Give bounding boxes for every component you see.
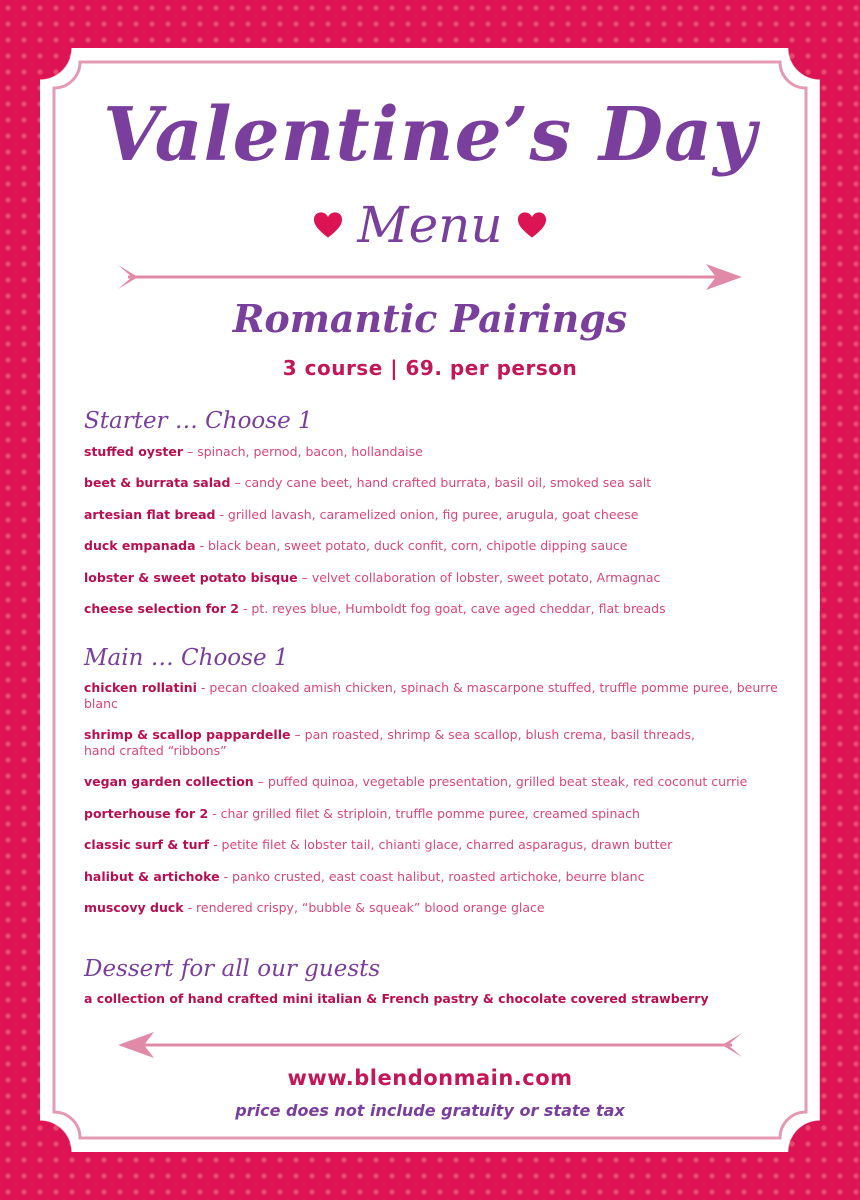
item-description: - pt. reyes blue, Humboldt fog goat, cave aged cheddar, flat breads — [238, 601, 666, 616]
item-description: – velvet collaboration of lobster, sweet potato, Armagnac — [297, 570, 661, 585]
item-name: lobster & sweet potato bisque — [84, 570, 298, 585]
menu-item — [84, 444, 804, 460]
dessert-heading: Dessert for all our guests — [84, 956, 381, 982]
menu-item — [84, 680, 804, 712]
item-name: artesian flat bread — [84, 507, 216, 522]
menu-item — [84, 774, 804, 790]
item-name: halibut & artichoke — [84, 869, 220, 884]
heart-icon — [517, 211, 547, 239]
item-name: classic surf & turf — [84, 837, 210, 852]
item-description: - petite filet & lobster tail, chianti glace, charred asparagus, drawn butter — [209, 837, 673, 852]
page-title: Valentine’s Day — [102, 92, 758, 178]
item-description: – candy cane beet, hand crafted burrata, basil oil, smoked sea salt — [230, 475, 652, 490]
menu-item — [84, 806, 804, 822]
item-name: muscovy duck — [84, 900, 184, 915]
menu-item — [84, 601, 804, 617]
menu-item — [84, 475, 804, 491]
item-name: shrimp & scallop pappardelle — [84, 727, 291, 742]
menu-heading: Menu — [357, 196, 503, 254]
item-description: - pecan cloaked amish chicken, spinach & mascarpone stuffed, truffle pomme puree, beurre blanc — [84, 680, 778, 711]
menu-heading-row — [0, 196, 860, 254]
price-note: price does not include gratuity or state tax — [235, 1101, 625, 1120]
item-name: cheese selection for 2 — [84, 601, 239, 616]
item-name: beet & burrata salad — [84, 475, 231, 490]
item-name: stuffed oyster — [84, 444, 184, 459]
heart-icon — [313, 211, 343, 239]
price-per-person: 3 course | 69. per person — [282, 356, 578, 380]
dessert-description: a collection of hand crafted mini italian & French pastry & chocolate covered strawberry — [84, 991, 709, 1006]
item-description: - panko crusted, east coast halibut, roasted artichoke, beurre blanc — [219, 869, 645, 884]
item-name: vegan garden collection — [84, 774, 254, 789]
item-name: chicken rollatini — [84, 680, 197, 695]
item-description: – puffed quinoa, vegetable presentation, grilled beat steak, red coconut currie — [253, 774, 748, 789]
menu-subtitle: Romantic Pairings — [232, 296, 628, 341]
menu-item — [84, 727, 724, 759]
item-description: - grilled lavash, caramelized onion, fig puree, arugula, goat cheese — [215, 507, 639, 522]
starter-heading: Starter … Choose 1 — [84, 408, 313, 434]
item-description: - black bean, sweet potato, duck confit, corn, chipotle dipping sauce — [195, 538, 628, 553]
menu-item — [84, 900, 804, 916]
menu-item — [84, 869, 804, 885]
item-description: – spinach, pernod, bacon, hollandaise — [183, 444, 423, 459]
arrow-left-divider — [118, 1030, 742, 1060]
item-description: – pan roasted, shrimp & sea scallop, blush crema, basil threads, hand crafted “ribbons” — [84, 727, 695, 758]
arrow-right-divider — [118, 262, 742, 292]
menu-item — [84, 507, 804, 523]
main-heading: Main … Choose 1 — [84, 645, 289, 671]
item-description: - rendered crispy, “bubble & squeak” blood orange glace — [183, 900, 545, 915]
item-name: duck empanada — [84, 538, 196, 553]
item-description: - char grilled filet & striploin, truffle pomme puree, creamed spinach — [208, 806, 640, 821]
menu-item — [84, 837, 804, 853]
item-name: porterhouse for 2 — [84, 806, 209, 821]
website-link[interactable]: www.blendonmain.com — [287, 1066, 573, 1090]
menu-item — [84, 570, 804, 586]
menu-item — [84, 538, 804, 554]
